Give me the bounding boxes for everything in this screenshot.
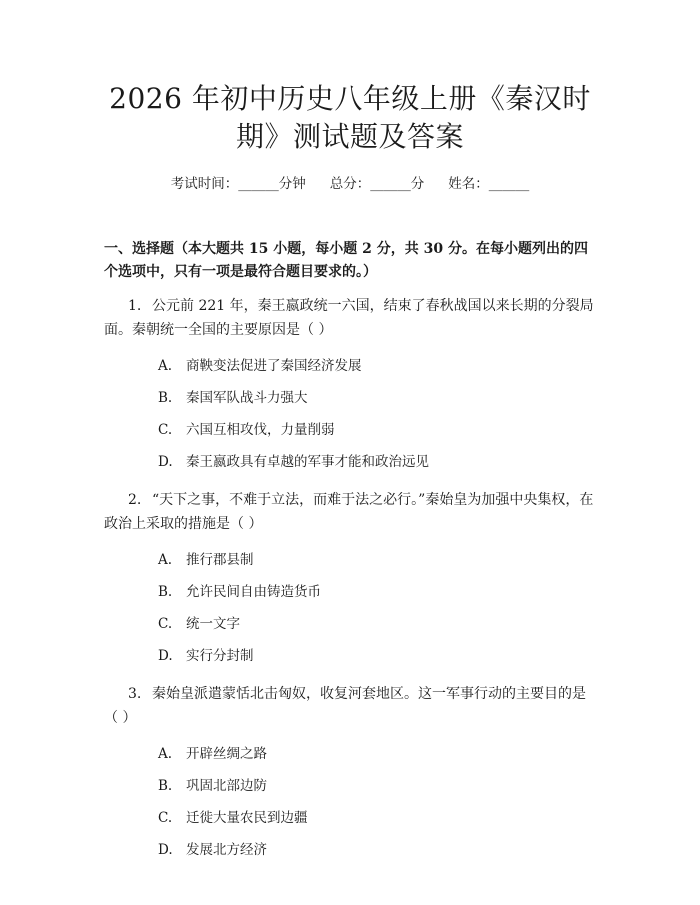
option-c xyxy=(104,802,596,834)
option-text: 六国互相攻伐，力量削弱 xyxy=(186,422,335,438)
option-d xyxy=(104,834,596,866)
question-2-options xyxy=(104,544,596,672)
question-1 xyxy=(104,294,596,342)
option-a xyxy=(104,350,596,382)
option-d xyxy=(104,446,596,478)
option-text: 允许民间自由铸造货币 xyxy=(186,584,321,600)
question-2 xyxy=(104,488,596,536)
option-text: 迁徙大量农民到边疆 xyxy=(186,810,308,826)
option-letter: D. xyxy=(158,454,173,470)
option-text: 开辟丝绸之路 xyxy=(186,746,267,762)
exam-time-label: 考试时间：______分钟 xyxy=(170,176,306,192)
option-text: 统一文字 xyxy=(186,616,240,632)
option-letter: A. xyxy=(158,358,173,374)
option-letter: B. xyxy=(158,584,173,600)
option-a xyxy=(104,544,596,576)
student-name-label: 姓名：______ xyxy=(448,176,530,192)
question-3 xyxy=(104,682,596,730)
option-b xyxy=(104,382,596,414)
option-c xyxy=(104,414,596,446)
option-letter: B. xyxy=(158,778,173,794)
exam-meta xyxy=(104,174,596,194)
option-a xyxy=(104,738,596,770)
question-text: 秦始皇派遣蒙恬北击匈奴，收复河套地区。这一军事行动的主要目的是（ ） xyxy=(104,686,586,726)
option-text: 秦国军队战斗力强大 xyxy=(186,390,308,406)
total-score-label: 总分：______分 xyxy=(329,176,425,192)
question-number: 3. xyxy=(128,686,142,702)
option-text: 实行分封制 xyxy=(186,648,254,664)
question-text: 公元前 221 年，秦王嬴政统一六国，结束了春秋战国以来长期的分裂局面。秦朝统一全国的主要原因是（ ） xyxy=(104,298,594,338)
option-b xyxy=(104,576,596,608)
option-d xyxy=(104,640,596,672)
option-letter: A. xyxy=(158,552,173,568)
option-letter: D. xyxy=(158,648,173,664)
option-letter: D. xyxy=(158,842,173,858)
option-letter: C. xyxy=(158,422,173,438)
option-letter: C. xyxy=(158,616,173,632)
question-1-options xyxy=(104,350,596,478)
option-text: 巩固北部边防 xyxy=(186,778,267,794)
option-letter: A. xyxy=(158,746,173,762)
option-letter: B. xyxy=(158,390,173,406)
section-heading: 一、选择题（本大题共 15 小题，每小题 2 分，共 30 分。在每小题列出的四个选项中，只有一项是最符合题目要求的。） xyxy=(104,241,588,280)
option-text: 发展北方经济 xyxy=(186,842,267,858)
option-text: 秦王嬴政具有卓越的军事才能和政治远见 xyxy=(186,454,429,470)
question-number: 1. xyxy=(128,298,142,314)
question-text: “天下之事，不难于立法，而难于法之必行。”秦始皇为加强中央集权，在政治上采取的措施是（ ） xyxy=(104,492,594,532)
question-3-options xyxy=(104,738,596,866)
document-title: 2026 年初中历史八年级上册《秦汉时期》测试题及答案 xyxy=(109,82,591,153)
option-text: 推行郡县制 xyxy=(186,552,254,568)
option-b xyxy=(104,770,596,802)
question-number: 2. xyxy=(128,492,142,508)
option-letter: C. xyxy=(158,810,173,826)
option-c xyxy=(104,608,596,640)
option-text: 商鞅变法促进了秦国经济发展 xyxy=(186,358,362,374)
